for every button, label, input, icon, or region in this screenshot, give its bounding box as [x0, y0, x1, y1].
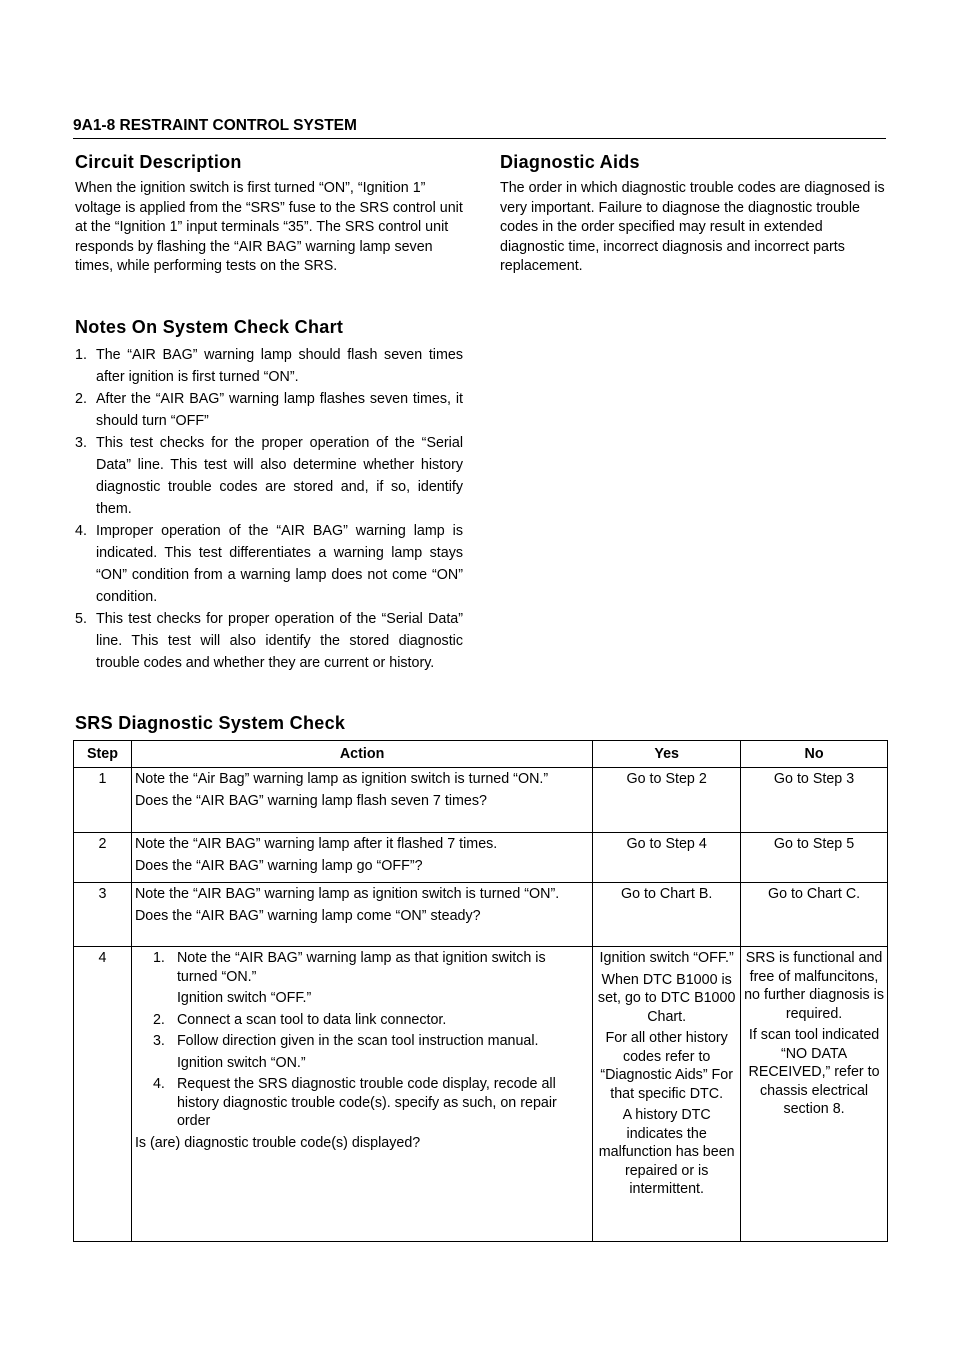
action-line: Does the “AIR BAG” warning lamp flash seven 7 times?: [134, 792, 487, 809]
table-header-row: [74, 741, 888, 768]
procedure-note: Ignition switch “OFF.”: [176, 990, 312, 1006]
notes-section: [75, 317, 463, 674]
action-cell: [131, 947, 592, 1242]
yes-line: A history DTC indicates the malfunction has been repaired or is intermittent.: [598, 1107, 735, 1197]
yes-line: Go to Chart B.: [620, 886, 713, 902]
action-line: Note the “AIR BAG” warning lamp as ignition switch is turned “ON”.: [134, 886, 560, 902]
procedure-item: [135, 1075, 589, 1131]
list-item-number: 5.: [75, 611, 87, 627]
procedure-text: Note the “AIR BAG” warning lamp as that ignition switch is turned “ON.”: [176, 950, 546, 985]
action-line: Note the “Air Bag” warning lamp as ignition switch is turned “ON.”: [134, 771, 549, 787]
circuit-description-text: When the ignition switch is first turned “ON”, “Ignition 1” voltage is applied from the “SRS” fuse to the SRS control unit at the “Ignition 1” input terminals “35”. The SRS control unit responds by flashing the “AIR BAG” warning lamp seven times, while performing tests on the SRS.: [75, 180, 463, 274]
no-cell: [741, 768, 888, 833]
list-item: [75, 432, 463, 520]
list-item: [75, 344, 463, 388]
procedure-item: [135, 949, 589, 986]
list-item-number: 3.: [75, 435, 87, 451]
procedure-text: Request the SRS diagnostic trouble code display, recode all history diagnostic trouble code(s). specify as such, on repair order: [176, 1076, 557, 1129]
no-line: Go to Chart C.: [767, 886, 861, 902]
no-line: SRS is functional and free of malfuncitons, no further diagnosis is required.: [744, 950, 884, 1022]
yes-line: When DTC B1000 is set, go to DTC B1000 Chart.: [597, 971, 736, 1025]
column-header-yes: Yes: [593, 741, 741, 768]
list-item-number: 2.: [75, 391, 87, 407]
yes-cell: [593, 833, 741, 883]
yes-line: Ignition switch “OFF.”: [599, 950, 734, 966]
yes-line: For all other history codes refer to “Diagnostic Aids” For that specific DTC.: [600, 1030, 733, 1102]
yes-line: Go to Step 4: [626, 836, 707, 852]
yes-cell: [593, 947, 741, 1242]
list-item: [75, 520, 463, 608]
page-header: 9A1-8 RESTRAINT CONTROL SYSTEM: [73, 117, 886, 139]
diagnostic-table: [73, 740, 888, 1242]
action-question: Is (are) diagnostic trouble code(s) displayed?: [134, 1134, 421, 1151]
procedure-item: [135, 1032, 589, 1051]
no-cell: [741, 883, 888, 947]
circuit-description-heading: Circuit Description: [75, 152, 242, 172]
action-cell: [131, 768, 592, 833]
list-item-text: The “AIR BAG” warning lamp should flash seven times after ignition is first turned “ON”.: [96, 347, 463, 385]
action-line: Does the “AIR BAG” warning lamp come “ON” steady?: [134, 907, 481, 924]
list-item-text: This test checks for the proper operation of the “Serial Data” line. This test will also determine whether history diagnostic trouble codes are stored and, if so, identify them.: [96, 435, 463, 517]
table-row: [74, 947, 888, 1242]
list-item: [75, 608, 463, 674]
table-title: SRS Diagnostic System Check: [75, 713, 346, 733]
procedure-text: Connect a scan tool to data link connector.: [176, 1011, 447, 1028]
step-cell: 3: [74, 883, 132, 947]
no-line: If scan tool indicated “NO DATA RECEIVED,” refer to chassis electrical section 8.: [748, 1027, 880, 1117]
procedure-number: 1.: [152, 950, 165, 966]
no-cell: [741, 833, 888, 883]
notes-heading: Notes On System Check Chart: [75, 317, 344, 337]
column-header-action: Action: [131, 741, 592, 768]
list-item-text: This test checks for proper operation of the “Serial Data” line. This test will also identify the stored diagnostic trouble codes and whether they are current or history.: [96, 611, 463, 671]
list-item: [75, 388, 463, 432]
procedure-number: 2.: [152, 1011, 165, 1028]
yes-cell: [593, 883, 741, 947]
procedure-note: Ignition switch “ON.”: [176, 1054, 306, 1071]
list-item-number: 4.: [75, 523, 87, 539]
circuit-description-section: [75, 152, 463, 277]
no-line: Go to Step 5: [773, 836, 855, 852]
table-row: [74, 883, 888, 947]
procedure-number: 4.: [152, 1076, 165, 1092]
step-cell: 4: [74, 947, 132, 1242]
step-cell: 2: [74, 833, 132, 883]
column-header-no: No: [741, 741, 888, 768]
diagnostic-aids-heading: Diagnostic Aids: [500, 152, 640, 172]
list-item-text: Improper operation of the “AIR BAG” warning lamp is indicated. This test differentiates a warning lamp stays “ON” condition from a warning lamp does not come “ON” condition.: [96, 523, 463, 605]
step-cell: 1: [74, 768, 132, 833]
action-line: Does the “AIR BAG” warning lamp go “OFF”?: [134, 857, 423, 874]
diagnostic-aids-section: [500, 152, 890, 277]
action-line: Note the “AIR BAG” warning lamp after it flashed 7 times.: [134, 836, 498, 852]
action-cell: [131, 833, 592, 883]
table-row: [74, 833, 888, 883]
procedure-item: [135, 1011, 589, 1030]
no-cell: [741, 947, 888, 1242]
action-cell: [131, 883, 592, 947]
no-line: Go to Step 3: [773, 771, 855, 787]
yes-cell: [593, 768, 741, 833]
table-row: [74, 768, 888, 833]
yes-line: Go to Step 2: [626, 771, 707, 787]
column-header-step: Step: [74, 741, 132, 768]
diagnostic-aids-text: The order in which diagnostic trouble codes are diagnosed is very important. Failure to diagnose the diagnostic trouble codes in the order specified may result in extended diagnostic time, incorrect diagnosis and incorrect parts replacement.: [500, 180, 885, 274]
notes-list: [75, 344, 463, 674]
procedure-text: Follow direction given in the scan tool instruction manual.: [176, 1033, 539, 1049]
list-item-number: 1.: [75, 347, 87, 363]
list-item-text: After the “AIR BAG” warning lamp flashes seven times, it should turn “OFF”: [96, 391, 463, 429]
procedure-number: 3.: [152, 1033, 165, 1049]
